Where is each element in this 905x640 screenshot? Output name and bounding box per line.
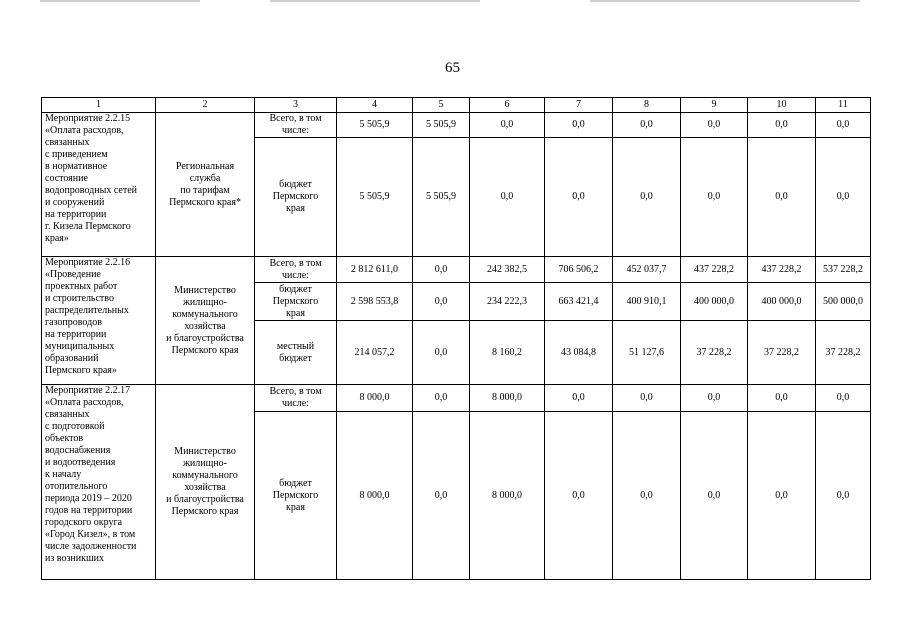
scan-edge-line-right: [590, 0, 860, 2]
scan-edge-line-mid: [270, 0, 480, 2]
value-cell: 8 000,0: [337, 385, 413, 412]
measure-cell: Мероприятие 2.2.15 «Оплата расходов, связанных с приведением в нормативное состояние водопроводных сетей и сооружений на территории г. Кизела Пермского края»: [42, 113, 156, 257]
column-header: 6: [470, 98, 545, 113]
source-cell: бюджет Пермского края: [255, 138, 337, 257]
source-cell: бюджет Пермского края: [255, 412, 337, 580]
table-header-row: [42, 98, 871, 113]
value-cell: 51 127,6: [613, 321, 681, 385]
value-cell: 0,0: [613, 138, 681, 257]
column-header: 3: [255, 98, 337, 113]
value-cell: 0,0: [613, 113, 681, 138]
column-header: 5: [413, 98, 470, 113]
value-cell: 0,0: [816, 138, 871, 257]
value-cell: 0,0: [413, 283, 470, 321]
value-cell: 0,0: [470, 138, 545, 257]
table-row: [42, 385, 871, 412]
table-row: [42, 113, 871, 138]
value-cell: 0,0: [545, 412, 613, 580]
column-header: 8: [613, 98, 681, 113]
value-cell: 8 160,2: [470, 321, 545, 385]
value-cell: 0,0: [748, 385, 816, 412]
source-cell: местный бюджет: [255, 321, 337, 385]
value-cell: 0,0: [748, 113, 816, 138]
column-header: 2: [156, 98, 255, 113]
value-cell: 0,0: [816, 385, 871, 412]
value-cell: 37 228,2: [681, 321, 748, 385]
measure-cell: Мероприятие 2.2.16 «Проведение проектных работ и строительство распределительных газопроводов на территории муниципальных образований Пермского края»: [42, 257, 156, 385]
column-header: 1: [42, 98, 156, 113]
value-cell: 0,0: [613, 412, 681, 580]
value-cell: 0,0: [681, 138, 748, 257]
value-cell: 0,0: [748, 138, 816, 257]
source-cell: Всего, в том числе:: [255, 385, 337, 412]
value-cell: 452 037,7: [613, 257, 681, 283]
executor-cell: Министерство жилищно- коммунального хозяйства и благоустройства Пермского края: [156, 385, 255, 580]
measure-cell: Мероприятие 2.2.17 «Оплата расходов, связанных с подготовкой объектов водоснабжения и водоотведения к началу отопительного периода 2019 – 2020 годов на территории городского округа «Город Кизел», в том числе задолженности из возникших: [42, 385, 156, 580]
value-cell: 500 000,0: [816, 283, 871, 321]
value-cell: 0,0: [413, 257, 470, 283]
column-header: 4: [337, 98, 413, 113]
executor-cell: Министерство жилищно- коммунального хозяйства и благоустройства Пермского края: [156, 257, 255, 385]
value-cell: 2 598 553,8: [337, 283, 413, 321]
value-cell: 0,0: [816, 412, 871, 580]
value-cell: 400 000,0: [748, 283, 816, 321]
scan-edge-line-left: [40, 0, 200, 2]
value-cell: 5 505,9: [337, 113, 413, 138]
value-cell: 8 000,0: [470, 412, 545, 580]
source-cell: Всего, в том числе:: [255, 257, 337, 283]
value-cell: 663 421,4: [545, 283, 613, 321]
value-cell: 400 910,1: [613, 283, 681, 321]
value-cell: 0,0: [748, 412, 816, 580]
value-cell: 5 505,9: [337, 138, 413, 257]
budget-table: [41, 97, 871, 580]
value-cell: 5 505,9: [413, 138, 470, 257]
value-cell: 0,0: [413, 385, 470, 412]
value-cell: 0,0: [413, 412, 470, 580]
executor-cell: Региональная служба по тарифам Пермского края*: [156, 113, 255, 257]
value-cell: 0,0: [470, 113, 545, 138]
value-cell: 0,0: [413, 321, 470, 385]
column-header: 7: [545, 98, 613, 113]
value-cell: 234 222,3: [470, 283, 545, 321]
value-cell: 0,0: [613, 385, 681, 412]
value-cell: 242 382,5: [470, 257, 545, 283]
value-cell: 437 228,2: [748, 257, 816, 283]
value-cell: 400 000,0: [681, 283, 748, 321]
value-cell: 2 812 611,0: [337, 257, 413, 283]
value-cell: 8 000,0: [470, 385, 545, 412]
value-cell: 437 228,2: [681, 257, 748, 283]
source-cell: бюджет Пермского края: [255, 283, 337, 321]
value-cell: 537 228,2: [816, 257, 871, 283]
table-row: [42, 257, 871, 283]
value-cell: 0,0: [681, 412, 748, 580]
page-number: 65: [445, 60, 460, 76]
value-cell: 0,0: [816, 113, 871, 138]
column-header: 10: [748, 98, 816, 113]
value-cell: 0,0: [545, 138, 613, 257]
value-cell: 0,0: [681, 385, 748, 412]
value-cell: 5 505,9: [413, 113, 470, 138]
column-header: 11: [816, 98, 871, 113]
value-cell: 0,0: [681, 113, 748, 138]
value-cell: 214 057,2: [337, 321, 413, 385]
column-header: 9: [681, 98, 748, 113]
value-cell: 706 506,2: [545, 257, 613, 283]
source-cell: Всего, в том числе:: [255, 113, 337, 138]
value-cell: 37 228,2: [748, 321, 816, 385]
value-cell: 0,0: [545, 113, 613, 138]
value-cell: 0,0: [545, 385, 613, 412]
value-cell: 8 000,0: [337, 412, 413, 580]
value-cell: 37 228,2: [816, 321, 871, 385]
value-cell: 43 084,8: [545, 321, 613, 385]
